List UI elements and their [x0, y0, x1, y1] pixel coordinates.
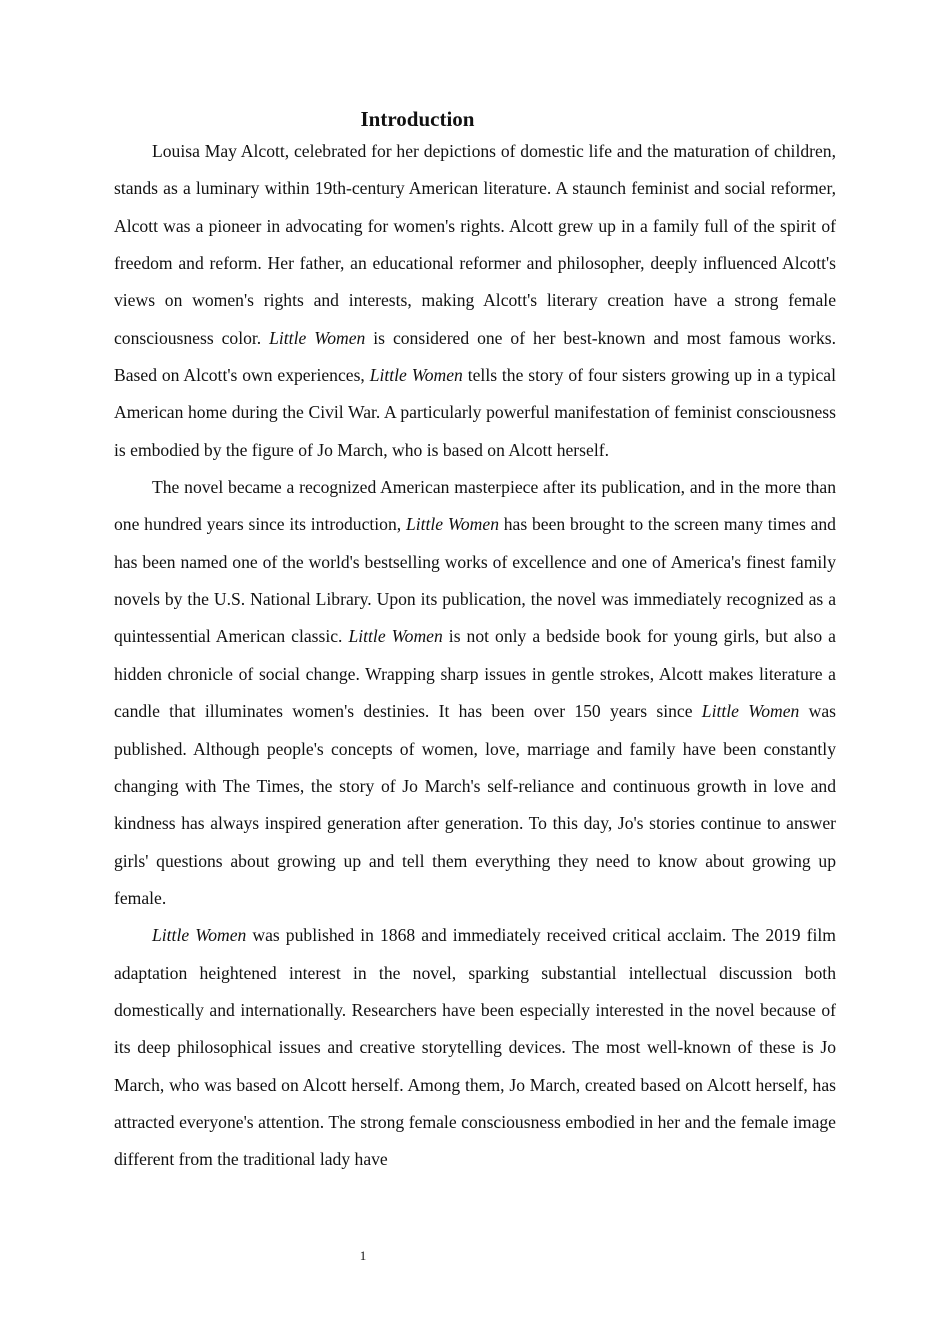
page-number: 1 — [359, 1248, 367, 1263]
text-run: was published. Although people's concepts of women, love, marriage and family have been constantly changing with The Times, the story of Jo March's self-reliance and continuous growth in love and kindness has always inspired generation after generation. To this day, Jo's stories continue to answer girls' questions about growing up and tell them everything they need to know about growing up female. — [114, 701, 836, 908]
text-run: is considered one of her best-known and most famous works. Based on Alcott's own experiences, — [114, 327, 836, 386]
italic-title-run: Little Women — [152, 925, 247, 946]
body-text — [114, 133, 836, 1179]
paragraph — [114, 917, 836, 1178]
text-run: is not only a bedside book for young girls, but also a hidden chronicle of social change. Wrapping sharp issues in gentle strokes, Alcott makes literature a candle that illuminates women's destinies. It has been over 150 years since — [114, 626, 836, 722]
italic-title-run: Little Women — [405, 514, 499, 535]
section-title: Introduction — [360, 107, 475, 131]
text-run: Louisa May Alcott, celebrated for her depictions of domestic life and the maturation of children, stands as a luminary within 19th-century American literature. A staunch feminist and social reformer, Alcott was a pioneer in advocating for women's rights. Alcott grew up in a family full of the spirit of freedom and reform. Her father, an educational reformer and philosopher, deeply influenced Alcott's views on women's rights and interests, making Alcott's literary creation have a strong female consciousness color. — [114, 141, 836, 348]
text-run: has been brought to the screen many times and has been named one of the world's bestselling works of excellence and one of America's finest family novels by the U.S. National Library. Upon its publication, the novel was immediately recognized as a quintessential American classic. — [114, 514, 836, 647]
text-run: was published in 1868 and immediately received critical acclaim. The 2019 film adaptation heightened interest in the novel, sparking substantial intellectual discussion both domestically and internationally. Researchers have been especially interested in the novel because of its deep philosophical issues and creative storytelling devices. The most well-known of these is Jo March, who was based on Alcott herself. Among them, Jo March, created based on Alcott herself, has attracted everyone's attention. The strong female consciousness embodied in her and the female image different from the traditional lady have — [114, 925, 836, 1170]
text-run: The novel became a recognized American masterpiece after its publication, and in the more than one hundred years since its introduction, — [114, 477, 836, 535]
text-run: tells the story of four sisters growing up in a typical American home during the Civil War. A particularly powerful manifestation of feminist consciousness is embodied by the figure of Jo March, who is based on Alcott herself. — [114, 365, 836, 460]
paragraph — [114, 133, 836, 469]
paragraph — [114, 469, 836, 917]
italic-title-run: Little Women — [369, 365, 463, 386]
italic-title-run: Little Women — [701, 701, 800, 722]
italic-title-run: Little Women — [348, 626, 443, 647]
italic-title-run: Little Women — [269, 327, 366, 348]
